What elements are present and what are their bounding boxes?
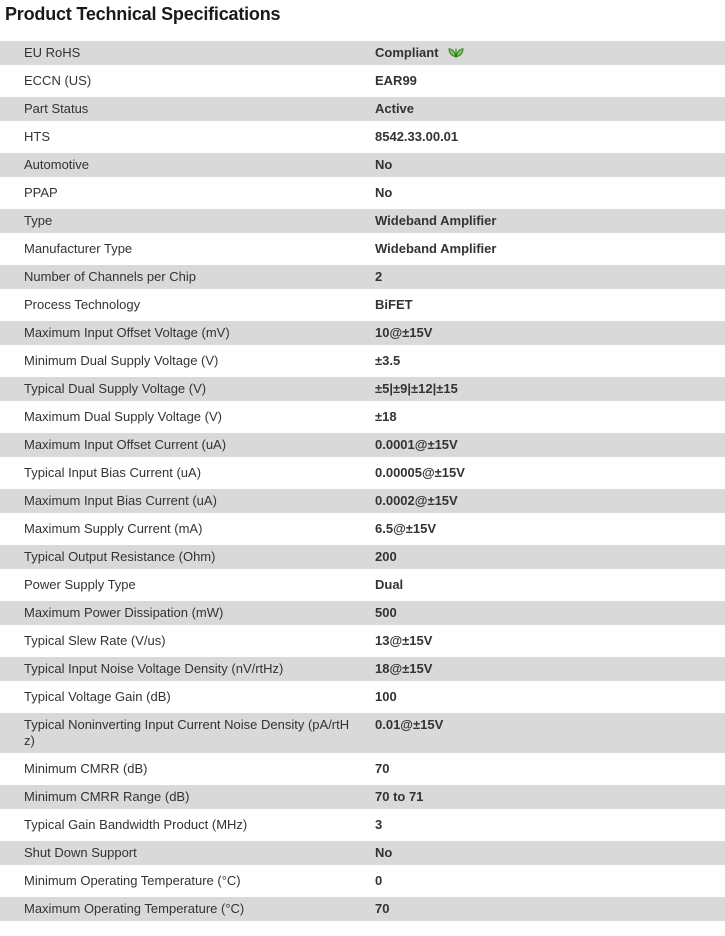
spec-label: PPAP [0, 179, 374, 207]
spec-value-text: 200 [375, 549, 397, 564]
spec-value [374, 263, 725, 291]
table-row [0, 683, 725, 711]
specs-table-body [0, 41, 725, 923]
spec-label: Typical Voltage Gain (dB) [0, 683, 374, 711]
table-row [0, 263, 725, 291]
spec-value [374, 459, 725, 487]
spec-value [374, 683, 725, 711]
table-row [0, 41, 725, 67]
spec-value [374, 67, 725, 95]
spec-label: Maximum Power Dissipation (mW) [0, 599, 374, 627]
spec-value-text: 100 [375, 689, 397, 704]
table-row [0, 811, 725, 839]
spec-value [374, 403, 725, 431]
spec-value-text: 500 [375, 605, 397, 620]
spec-value-text: Compliant [375, 45, 439, 60]
spec-value [374, 811, 725, 839]
spec-value-text: Wideband Amplifier [375, 241, 497, 256]
table-row [0, 783, 725, 811]
spec-label: Typical Gain Bandwidth Product (MHz) [0, 811, 374, 839]
spec-value [374, 235, 725, 263]
table-row [0, 895, 725, 923]
spec-label: Process Technology [0, 291, 374, 319]
spec-label: Shut Down Support [0, 839, 374, 867]
spec-value [374, 375, 725, 403]
spec-value-text: 18@±15V [375, 661, 433, 676]
spec-label: Typical Slew Rate (V/us) [0, 627, 374, 655]
spec-label: Power Supply Type [0, 571, 374, 599]
spec-value [374, 179, 725, 207]
table-row [0, 319, 725, 347]
spec-label: Maximum Input Bias Current (uA) [0, 487, 374, 515]
spec-value [374, 347, 725, 375]
spec-value [374, 543, 725, 571]
spec-value-text: Dual [375, 577, 404, 592]
spec-label: EU RoHS [0, 41, 374, 67]
table-row [0, 431, 725, 459]
table-row [0, 123, 725, 151]
spec-value-text: 2 [375, 269, 383, 284]
leaf-icon [448, 45, 464, 59]
spec-value-text: ±5|±9|±12|±15 [375, 381, 458, 396]
spec-value-text: No [375, 185, 393, 200]
table-row [0, 487, 725, 515]
table-row [0, 543, 725, 571]
spec-value [374, 783, 725, 811]
table-row [0, 291, 725, 319]
spec-label: Minimum CMRR (dB) [0, 755, 374, 783]
spec-label: Manufacturer Type [0, 235, 374, 263]
table-row [0, 347, 725, 375]
spec-value-text: 0.0001@±15V [375, 437, 458, 452]
spec-label: HTS [0, 123, 374, 151]
spec-value [374, 151, 725, 179]
spec-value [374, 487, 725, 515]
spec-value-text: 0.00005@±15V [375, 465, 465, 480]
table-row [0, 67, 725, 95]
spec-value-text: 0 [375, 873, 383, 888]
table-row [0, 179, 725, 207]
spec-value-text: Active [375, 101, 415, 116]
table-row [0, 839, 725, 867]
spec-value [374, 599, 725, 627]
spec-value [374, 627, 725, 655]
spec-label: Maximum Dual Supply Voltage (V) [0, 403, 374, 431]
spec-value [374, 515, 725, 543]
table-row [0, 711, 725, 755]
spec-value [374, 755, 725, 783]
table-row [0, 627, 725, 655]
spec-value-text: ±3.5 [375, 353, 401, 368]
spec-label: Maximum Input Offset Voltage (mV) [0, 319, 374, 347]
table-row [0, 375, 725, 403]
spec-value-text: EAR99 [375, 73, 417, 88]
table-row [0, 235, 725, 263]
spec-label: Type [0, 207, 374, 235]
spec-label: Number of Channels per Chip [0, 263, 374, 291]
spec-value-text: 3 [375, 817, 383, 832]
spec-value-text: 8542.33.00.01 [375, 129, 459, 144]
spec-label: Automotive [0, 151, 374, 179]
table-row [0, 515, 725, 543]
spec-value-text: 70 [375, 761, 390, 776]
table-row [0, 599, 725, 627]
spec-value-text: Wideband Amplifier [375, 213, 497, 228]
page-title: Product Technical Specifications [5, 4, 281, 24]
spec-value-text: No [375, 845, 393, 860]
spec-value [374, 839, 725, 867]
spec-label: Part Status [0, 95, 374, 123]
spec-value-text: 70 to 71 [375, 789, 424, 804]
table-row [0, 571, 725, 599]
spec-value-text: 0.01@±15V [375, 717, 444, 732]
spec-label: Minimum Operating Temperature (°C) [0, 867, 374, 895]
spec-value [374, 867, 725, 895]
spec-label: Maximum Supply Current (mA) [0, 515, 374, 543]
spec-label: Typical Output Resistance (Ohm) [0, 543, 374, 571]
spec-value [374, 123, 725, 151]
spec-value [374, 207, 725, 235]
spec-value [374, 41, 725, 67]
spec-value [374, 711, 725, 755]
spec-value [374, 95, 725, 123]
spec-value [374, 571, 725, 599]
table-row [0, 655, 725, 683]
spec-label: Minimum CMRR Range (dB) [0, 783, 374, 811]
table-row [0, 95, 725, 123]
spec-value-text: 6.5@±15V [375, 521, 437, 536]
spec-label: Typical Dual Supply Voltage (V) [0, 375, 374, 403]
table-row [0, 867, 725, 895]
spec-value [374, 431, 725, 459]
spec-label: Minimum Dual Supply Voltage (V) [0, 347, 374, 375]
spec-value-text: 0.0002@±15V [375, 493, 458, 508]
spec-value-text: ±18 [375, 409, 397, 424]
table-row [0, 459, 725, 487]
spec-value [374, 655, 725, 683]
table-row [0, 403, 725, 431]
spec-label: Typical Input Bias Current (uA) [0, 459, 374, 487]
spec-label: Typical Input Noise Voltage Density (nV/rtHz) [0, 655, 374, 683]
spec-value-text: 10@±15V [375, 325, 433, 340]
spec-value-text: 70 [375, 901, 390, 916]
table-row [0, 755, 725, 783]
spec-value-text: BiFET [375, 297, 413, 312]
table-row [0, 151, 725, 179]
spec-value [374, 291, 725, 319]
spec-label: ECCN (US) [0, 67, 374, 95]
specs-table [0, 41, 725, 925]
spec-label: Typical Noninverting Input Current Noise Density (pA/rtHz) [0, 711, 374, 755]
spec-value-text: 13@±15V [375, 633, 433, 648]
spec-value [374, 319, 725, 347]
spec-value-text: No [375, 157, 393, 172]
spec-value [374, 895, 725, 923]
spec-label: Maximum Input Offset Current (uA) [0, 431, 374, 459]
table-row [0, 207, 725, 235]
spec-label: Maximum Operating Temperature (°C) [0, 895, 374, 923]
